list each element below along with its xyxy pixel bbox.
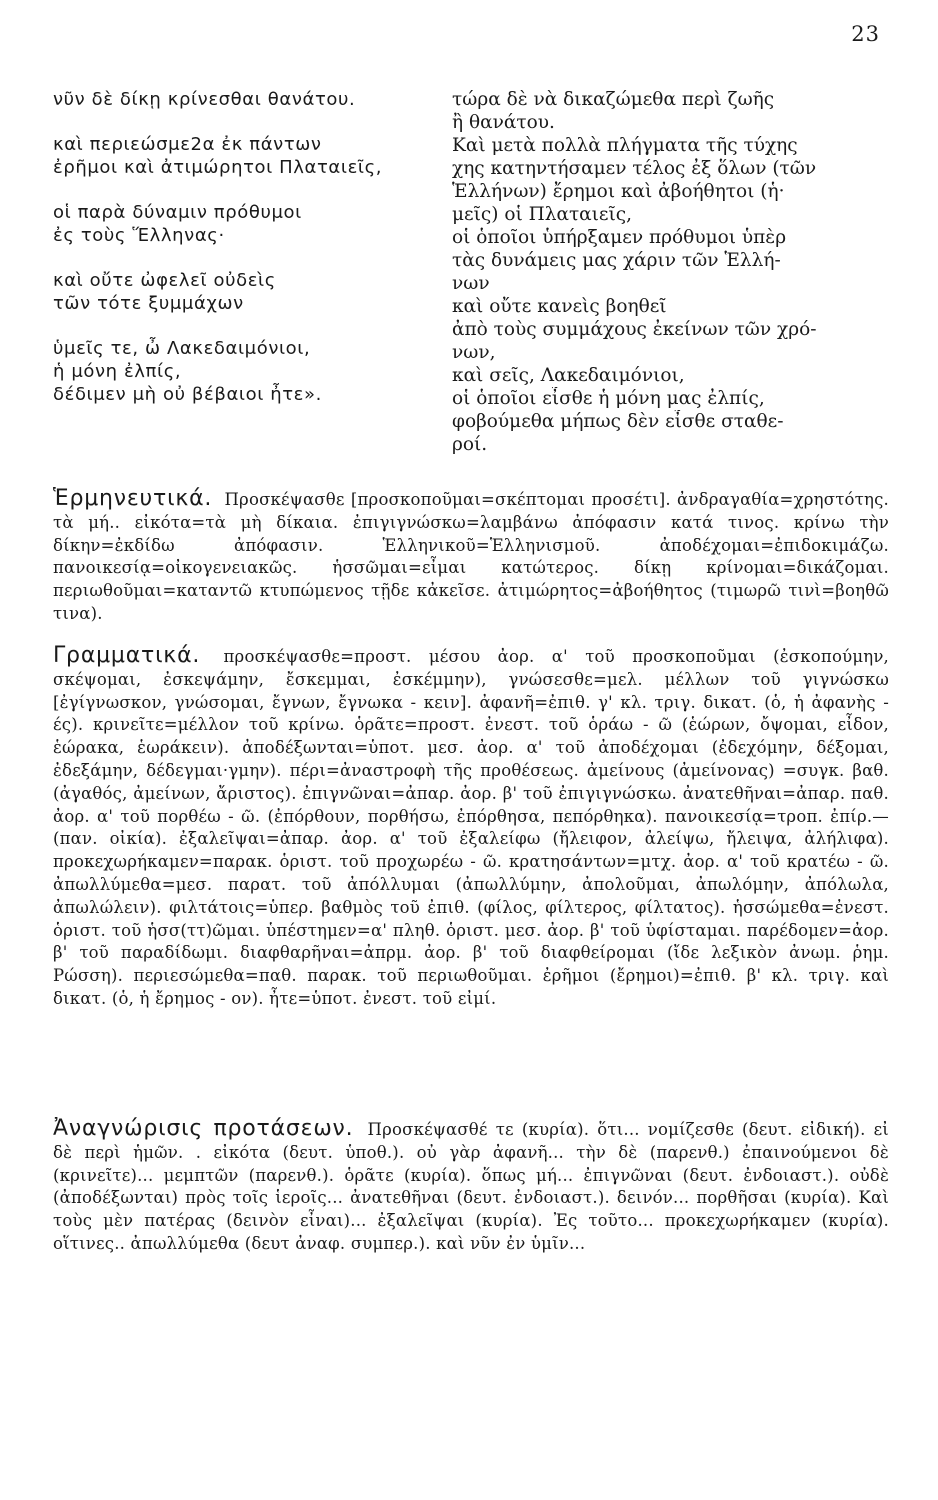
ancient-line: καὶ περιεώσμε2α ἐκ πάντων	[53, 134, 322, 155]
translation-line: ἢ θανάτου.	[452, 112, 555, 133]
ancient-line: οἱ παρὰ δύναμιν πρόθυμοι	[53, 202, 302, 223]
translation-line: χης κατηντήσαμεν τέλος ἐξ ὅλων (τῶν	[452, 158, 817, 179]
translation-line: καὶ σεῖς, Λακεδαιμόνιοι,	[452, 365, 685, 386]
grammar-section	[53, 645, 889, 1011]
translation-line: οἱ ὁποῖοι εἶσθε ἡ μόνη μας ἐλπίς,	[452, 388, 765, 409]
translation-line: Καὶ μετὰ πολλὰ πλήγματα τῆς τύχης	[452, 135, 798, 156]
ancient-text-column	[53, 88, 413, 406]
ancient-line: ἐς τοὺς Ἕλληνας·	[53, 225, 225, 246]
ancient-line: δέδιμεν μὴ οὐ βέβαιοι ἦτε».	[53, 384, 322, 405]
translation-line: νων,	[452, 342, 496, 363]
translation-line: ἀπὸ τοὺς συμμάχους ἐκείνων τῶν χρό-	[452, 319, 817, 340]
ancient-line: ἐρῆμοι καὶ ἀτιμώρητοι Πλαταιεῖς,	[53, 157, 383, 178]
commentary-text: Προσκέψασθε [προσκοποῦμαι=σκέπτομαι προσέτι]. ἀνδραγαθία=χρηστότης. τὰ μή.. εἰκότα=τὰ μὴ δίκαια. ἐπιγιγνώσκω=λαμβάνω ἀπόφασιν κατά τινος. κρίνω τὴν δίκην=ἐκδίδω ἀπόφασιν. Ἑλληνικοῦ=Ἑλληνισμοῦ. ἀποδέχομαι=ἐπιδοκιμάζω. πανοικεσίᾳ=οἰκογενειακῶς. ἡσσῶμαι=εἶμαι κατώτερος. δίκῃ κρίνομαι=δικάζομαι. περιωθοῦμαι=καταντῶ κτυπώμενος τῇδε κἀκεῖσε. ἀτιμώρητος=ἀβοήθητος (τιμωρῶ τινὶ=βοηθῶ τινα).	[53, 490, 889, 623]
translation-line: τώρα δὲ νὰ δικαζώμεθα περὶ ζωῆς	[452, 89, 775, 110]
translation-line: οἱ ὁποῖοι ὑπήρξαμεν πρόθυμοι ὑπὲρ	[452, 227, 787, 248]
commentary-heading: Ἑρμηνευτικά.	[53, 486, 213, 511]
translation-line: Ἑλλήνων) ἔρημοι καὶ ἀβοήθητοι (ἡ·	[452, 181, 785, 202]
recognition-text: Προσκέψασθέ τε (κυρία). ὅτι... νομίζεσθε (δευτ. εἰδική). εἰ δὲ περὶ ἡμῶν. . εἰκότα (δευτ. ὑποθ.). οὐ γὰρ ἀφανῆ... τὴν δὲ (παρενθ.) ἐπαινούμενοι δὲ (κρινεῖτε)... μεμπτῶν (παρενθ.). ὁρᾶτε (κυρία). ὅπως μή... ἐπιγνῶναι (δευτ. ἐνδοιαστ.). οὐδὲ (ἀποδέξωνται) πρὸς τοῖς ἱεροῖς... ἀνατεθῆναι (δευτ. ἐνδοιαστ.). δεινόν... πορθῆσαι (κυρία). Καὶ τοὺς μὲν πατέρας (δεινὸν εἶναι)... ἐξαλεῖψαι (κυρία). Ἐς τοῦτο... προκεχωρήκαμεν (κυρία). οἵτινες.. ἀπωλλύμεθα (δευτ ἀναφ. συμπερ.). καὶ νῦν ἐν ὑμῖν...	[53, 1120, 889, 1253]
translation-line: τὰς δυνάμεις μας χάριν τῶν Ἑλλή-	[452, 250, 781, 271]
ancient-line: νῦν δὲ δίκῃ κρίνεσθαι θανάτου.	[53, 89, 356, 110]
grammar-heading: Γραμματικά.	[53, 643, 201, 668]
translation-line: καὶ οὔτε κανεὶς βοηθεῖ	[452, 296, 667, 317]
page-number: 23	[851, 22, 880, 46]
commentary-section	[53, 488, 889, 626]
ancient-line: καὶ οὔτε ὠφελεῖ οὐδεὶς	[53, 270, 276, 291]
translation-line: μεῖς) οἱ Πλαταιεῖς,	[452, 204, 633, 225]
grammar-text: προσκέψασθε=προστ. μέσου ἀορ. α' τοῦ προσκοποῦμαι (ἐσκοπούμην, σκέψομαι, ἐσκεψάμην, ἔσκεμμαι, ἐσκέμμην), γνώσεσθε=μελ. μέλλων τοῦ γιγνώσκω [ἐγίγνωσκον, γνώσομαι, ἔγνων, ἔγνωκα - κειν]. ἀφανῆ=ἐπιθ. γ' κλ. τριγ. δικατ. (ὁ, ἡ ἀφανὴς - ές). κρινεῖτε=μέλλον τοῦ κρίνω. ὁρᾶτε=προστ. ἐνεστ. τοῦ ὁράω - ῶ (ἑώρων, ὄψομαι, εἶδον, ἑώρακα, ἑωράκειν). ἀποδέξωνται=ὑποτ. μεσ. ἀορ. α' τοῦ ἀποδέχομαι (ἐδεχόμην, δέξομαι, ἐδεξάμην, δέδεγμαι·γμην). πέρι=ἀναστροφὴ τῆς προθέσεως. ἀμείνους (ἀμείνονας) =συγκ. βαθ. (ἀγαθός, ἀμείνων, ἄριστος). ἐπιγνῶναι=ἀπαρ. ἀορ. β' τοῦ ἐπιγιγνώσκω. ἀνατεθῆναι=ἀπαρ. παθ. ἀορ. α' τοῦ πορθέω - ῶ. (ἐπόρθουν, πορθήσω, ἐπόρθησα, πεπόρθηκα). πανοικεσίᾳ=τροπ. ἐπίρ.—(παν. οἰκία). ἐξαλεῖψαι=ἀπαρ. ἀορ. α' τοῦ ἐξαλείφω (ἤλειφον, ἀλείψω, ἤλειψα, ἀλήλιφα). προκεχωρήκαμεν=παρακ. ὁριστ. τοῦ προχωρέω - ῶ. κρατησάντων=μτχ. ἀορ. α' τοῦ κρατέω - ῶ. ἀπωλλύμεθα=μεσ. παρατ. τοῦ ἀπόλλυμαι (ἀπωλλύμην, ἀπολοῦμαι, ἀπωλόμην, ἀπόλωλα, ἀπωλώλειν). φιλτάτοις=ὑπερ. βαθμὸς τοῦ ἐπιθ. (φίλος, φίλτερος, φίλτατος). ἡσσώμεθα=ἐνεστ. ὁριστ. τοῦ ἡσσ(ττ)ῶμαι. ὑπέστημεν=α' πληθ. ὁριστ. μεσ. ἀορ. β' τοῦ ὑφίσταμαι. παρέδομεν=ἀορ. β' τοῦ παραδίδωμι. διαφθαρῆναι=ἀπρμ. ἀορ. β' τοῦ διαφθείρομαι (ἴδε λεξικὸν ἀνωμ. ῥημ. Ρώσση). περιεσώμεθα=παθ. παρακ. τοῦ περιωθοῦμαι. ἐρῆμοι (ἔρημοι)=ἐπιθ. β' κλ. τριγ. καὶ δικατ. (ὁ, ἡ ἔρημος - ον). ἦτε=ὑποτ. ἐνεστ. τοῦ εἰμί.	[53, 647, 889, 1008]
recognition-heading: Ἀναγνώρισις προτάσεων.	[53, 1116, 354, 1141]
recognition-section	[53, 1118, 889, 1256]
ancient-line: ὑμεῖς τε, ὦ Λακεδαιμόνιοι,	[53, 338, 311, 359]
translation-line: φοβούμεθα μήπως δὲν εἶσθε σταθε-	[452, 411, 784, 432]
translation-column	[452, 88, 882, 456]
translation-line: νων	[452, 273, 490, 294]
ancient-line: τῶν τότε ξυμμάχων	[53, 293, 244, 314]
ancient-line: ἡ μόνη ἐλπίς,	[53, 361, 182, 382]
translation-line: ροί.	[452, 434, 488, 455]
